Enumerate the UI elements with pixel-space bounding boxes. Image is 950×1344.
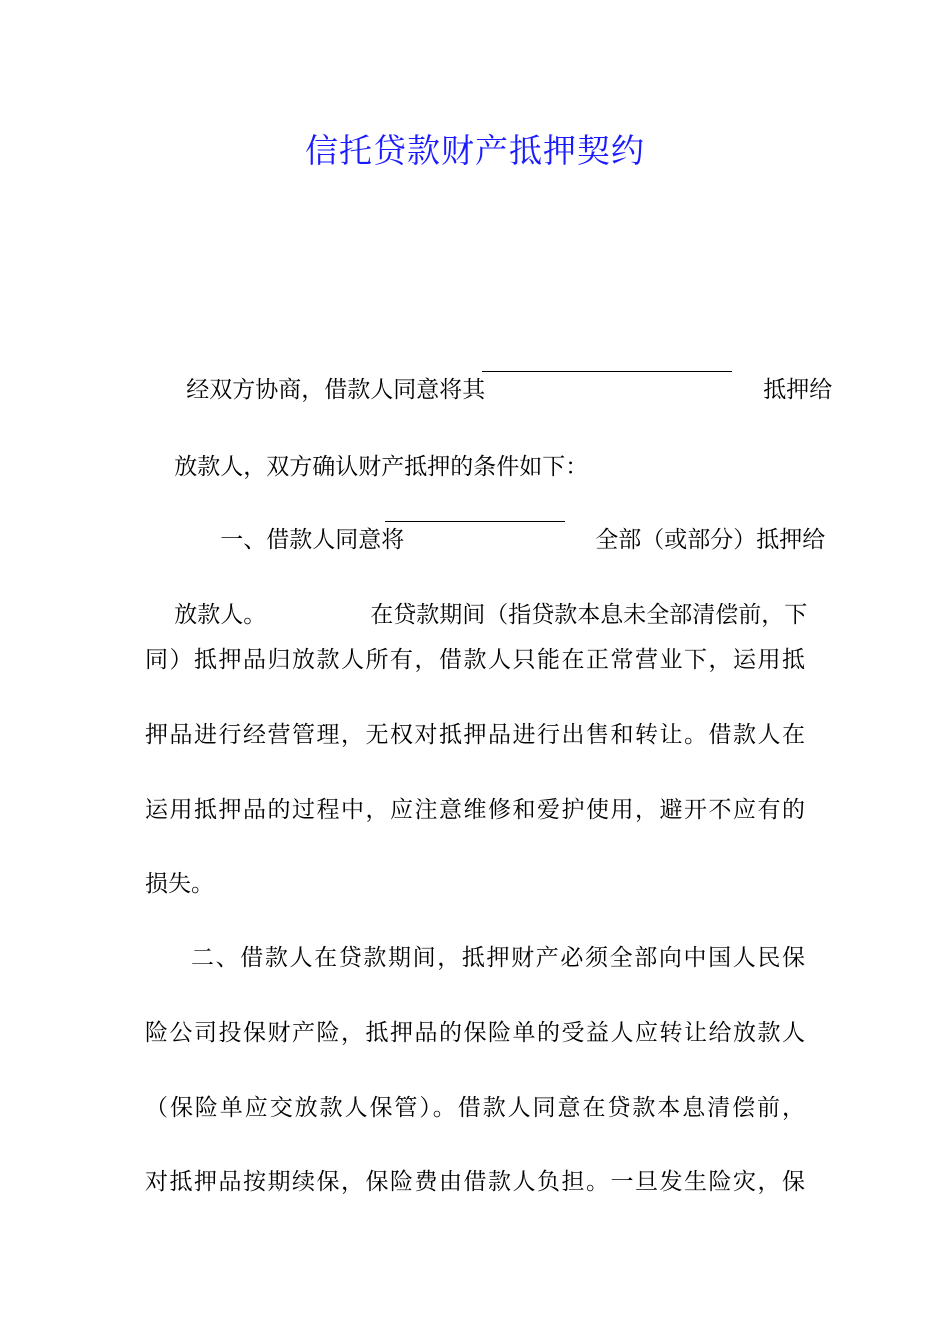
text-segment: 一、借款人同意将 <box>220 527 405 553</box>
text-line: （保险单应交放款人保管）。借款人同意在贷款本息清偿前， <box>145 1095 805 1121</box>
text-segment: 全部（或部分）抵押给 <box>595 527 826 553</box>
text-line: 险公司投保财产险，抵押品的保险单的受益人应转让给放款人 <box>145 1020 805 1046</box>
text-line: 损失。 <box>145 871 214 897</box>
text-line: 运用抵押品的过程中，应注意维修和爱护使用，避开不应有的 <box>145 797 805 823</box>
text-segment: 放款人。 <box>174 602 267 628</box>
text-line: 对抵押品按期续保，保险费由借款人负担。一旦发生险灾，保 <box>145 1169 805 1195</box>
text-line: 押品进行经营管理，无权对抵押品进行出售和转让。借款人在 <box>145 722 805 748</box>
text-line <box>734 345 832 435</box>
text-segment: 放款人，双方确认财产抵押的条件如下： <box>174 454 589 480</box>
text-segment: 在贷款期间（指贷款本息未全部清偿前，下 <box>370 602 808 628</box>
fill-in-blank <box>385 499 565 522</box>
text-line: 二、借款人在贷款期间，抵押财产必须全部向中国人民保 <box>191 945 805 971</box>
fill-in-blank <box>482 349 732 372</box>
document-title: 信托贷款财产抵押契约 <box>305 131 645 170</box>
text-segment: 抵押给 <box>763 377 833 403</box>
text-segment: 经双方协商，借款人同意将其 <box>186 377 486 403</box>
text-line: 同）抵押品归放款人所有，借款人只能在正常营业下，运用抵 <box>145 647 805 673</box>
